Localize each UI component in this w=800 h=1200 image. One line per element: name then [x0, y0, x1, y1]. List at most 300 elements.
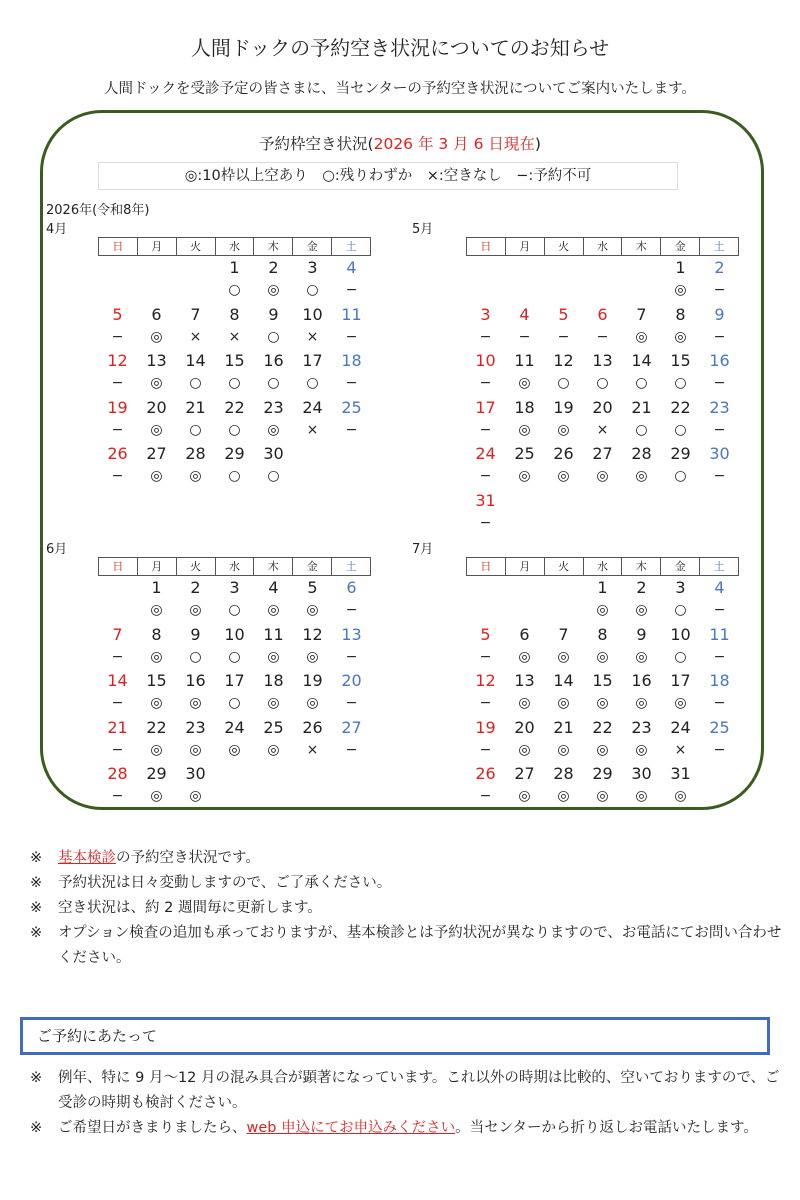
availability-mark: ◎: [635, 602, 648, 618]
availability-mark: −: [111, 741, 124, 758]
day-cell: [254, 349, 293, 395]
availability-mark: ◎: [150, 602, 163, 618]
day-cell: [293, 623, 332, 669]
day-number: 29: [670, 444, 691, 464]
day-cell: [332, 303, 371, 349]
day-number: 29: [592, 764, 613, 784]
day-cell: [215, 303, 254, 349]
weekday-header: [466, 237, 739, 256]
availability-mark: ◎: [635, 648, 648, 665]
weekday-cell: 土: [331, 238, 370, 255]
day-cell: [215, 349, 254, 395]
day-cell: [544, 396, 583, 442]
availability-mark: ◎: [189, 602, 202, 618]
day-cell: [332, 716, 371, 762]
day-number: 5: [112, 304, 123, 324]
day-number: 18: [709, 671, 730, 691]
day-number: 28: [553, 764, 574, 784]
availability-mark: ○: [635, 375, 648, 392]
day-cell: [332, 256, 371, 302]
day-number: 20: [592, 397, 613, 417]
day-cell: [215, 716, 254, 762]
day-number: 30: [709, 444, 730, 464]
day-number: 1: [229, 258, 240, 277]
legend: ◎:10枠以上空あり ○:残りわずか ×:空きなし −:予約不可: [98, 162, 678, 190]
day-cell: [137, 442, 176, 488]
availability-mark: ×: [228, 328, 241, 345]
day-number: 3: [307, 258, 318, 277]
weekday-cell: 日: [480, 560, 492, 573]
day-cell: [544, 442, 583, 488]
weekday-cell: 金: [660, 238, 699, 255]
availability-mark: ◎: [518, 468, 531, 485]
availability-mark: −: [111, 375, 124, 392]
availability-mark: −: [479, 468, 492, 485]
day-number: 2: [636, 578, 647, 597]
day-cell: [661, 303, 700, 349]
day-number: 6: [597, 304, 608, 324]
weekday-cell: 金: [292, 238, 331, 255]
day-cell: [583, 349, 622, 395]
day-cell: [254, 576, 293, 622]
day-cell: [293, 669, 332, 715]
day-cell: [215, 442, 254, 488]
availability-mark: −: [713, 648, 726, 665]
web-application-link[interactable]: web 申込にてお申込みください: [246, 1120, 456, 1136]
day-cell: [622, 303, 661, 349]
day-cell: [293, 396, 332, 442]
day-number: 27: [341, 717, 362, 737]
day-number: 30: [631, 764, 652, 784]
weekday-cell: 木: [253, 558, 292, 575]
day-number: 5: [307, 578, 318, 597]
booking-notes: [20, 1066, 790, 1141]
availability-mark: ◎: [557, 741, 570, 758]
day-cell: [583, 716, 622, 762]
weekday-cell: 水: [583, 558, 622, 575]
day-number: 16: [709, 351, 730, 371]
availability-mark: ◎: [150, 788, 163, 805]
day-cell: [700, 256, 739, 302]
day-number: 15: [146, 671, 167, 691]
day-number: 19: [475, 717, 496, 737]
availability-mark: ○: [306, 375, 319, 392]
availability-mark: −: [111, 695, 124, 712]
day-cell: [137, 396, 176, 442]
day-number: 23: [709, 397, 730, 417]
day-number: 2: [714, 258, 725, 277]
day-number: 27: [514, 764, 535, 784]
day-number: 14: [631, 351, 652, 371]
availability-mark: ◎: [518, 375, 531, 392]
day-number: 21: [553, 717, 574, 737]
day-number: 8: [151, 624, 162, 644]
availability-mark: ◎: [518, 648, 531, 665]
day-number: 14: [185, 351, 206, 371]
day-cell: [466, 623, 505, 669]
availability-mark: ○: [189, 375, 202, 392]
availability-mark: ○: [228, 468, 241, 485]
availability-mark: −: [111, 648, 124, 665]
availability-mark: ◎: [635, 468, 648, 485]
availability-mark: ◎: [674, 328, 687, 345]
day-cell: [466, 716, 505, 762]
day-cell: [583, 576, 622, 622]
day-cell: [98, 669, 137, 715]
day-cell: [544, 762, 583, 808]
availability-mark: ○: [635, 421, 648, 438]
day-cell: [544, 669, 583, 715]
day-cell: [661, 442, 700, 488]
day-number: 29: [146, 764, 167, 784]
day-number: 8: [229, 304, 240, 324]
availability-mark: ◎: [150, 648, 163, 665]
day-number: 10: [302, 304, 323, 324]
day-number: 25: [709, 717, 730, 737]
day-cell: [215, 396, 254, 442]
day-cell: [215, 256, 254, 302]
day-number: 5: [558, 304, 569, 324]
day-cell: [254, 303, 293, 349]
day-number: 16: [631, 671, 652, 691]
weekday-cell: 火: [544, 558, 583, 575]
availability-mark: ◎: [557, 648, 570, 665]
day-number: 9: [714, 304, 725, 324]
day-number: 30: [263, 444, 284, 464]
month-label: 4月: [46, 222, 68, 237]
availability-mark: ○: [306, 282, 319, 298]
day-cell: [622, 716, 661, 762]
day-number: 23: [631, 717, 652, 737]
note-mark: ※: [30, 1120, 43, 1136]
month-calendar: [466, 557, 739, 805]
day-cell: [466, 303, 505, 349]
availability-mark: ◎: [150, 468, 163, 485]
availability-mark: −: [713, 282, 726, 298]
weekday-header: [466, 557, 739, 576]
day-number: 5: [480, 624, 491, 644]
day-cell: [622, 669, 661, 715]
weekday-cell: 月: [137, 558, 176, 575]
day-cell: [661, 716, 700, 762]
day-number: 18: [263, 671, 284, 691]
day-number: 26: [107, 444, 128, 464]
day-cell: [215, 669, 254, 715]
availability-mark: −: [345, 282, 358, 298]
day-cell: [700, 669, 739, 715]
day-number: 11: [514, 351, 535, 371]
day-number: 17: [224, 671, 245, 691]
day-number: 22: [224, 397, 245, 417]
day-cell: [622, 762, 661, 808]
day-number: 24: [670, 717, 691, 737]
availability-mark: −: [557, 328, 570, 345]
day-cell: [505, 716, 544, 762]
day-number: 12: [553, 351, 574, 371]
day-number: 12: [302, 624, 323, 644]
day-number: 20: [146, 397, 167, 417]
day-number: 4: [714, 578, 725, 597]
day-cell: [137, 303, 176, 349]
day-cell: [700, 623, 739, 669]
availability-mark: ○: [674, 375, 687, 392]
day-number: 21: [631, 397, 652, 417]
day-number: 2: [268, 258, 279, 277]
day-number: 18: [514, 397, 535, 417]
day-number: 3: [229, 578, 240, 597]
availability-mark: ◎: [267, 648, 280, 665]
note-mark: ※: [30, 900, 43, 916]
day-cell: [98, 396, 137, 442]
weekday-cell: 水: [583, 238, 622, 255]
availability-mark: −: [111, 788, 124, 805]
availability-mark: −: [111, 468, 124, 485]
day-number: 10: [670, 624, 691, 644]
availability-mark: ◎: [635, 741, 648, 758]
day-cell: [176, 303, 215, 349]
booking-note-2: [20, 1116, 790, 1141]
availability-mark: ○: [267, 328, 280, 345]
day-cell: [293, 303, 332, 349]
availability-mark: −: [479, 695, 492, 712]
day-cell: [466, 489, 505, 535]
availability-mark: ◎: [150, 741, 163, 758]
day-number: 14: [553, 671, 574, 691]
availability-mark: ◎: [518, 421, 531, 438]
availability-mark: −: [479, 648, 492, 665]
availability-mark: ○: [674, 468, 687, 485]
month-label: 5月: [412, 222, 434, 237]
day-number: 23: [263, 397, 284, 417]
day-cell: [505, 762, 544, 808]
availability-mark: ◎: [674, 282, 687, 298]
availability-mark: −: [345, 695, 358, 712]
day-number: 24: [302, 397, 323, 417]
availability-mark: ×: [306, 328, 319, 345]
weekday-cell: 木: [621, 558, 660, 575]
availability-mark: −: [345, 375, 358, 392]
day-cell: [98, 303, 137, 349]
day-cell: [661, 396, 700, 442]
day-number: 3: [480, 304, 491, 324]
day-number: 15: [592, 671, 613, 691]
availability-mark: −: [111, 421, 124, 438]
day-number: 27: [592, 444, 613, 464]
availability-mark: ◎: [189, 741, 202, 758]
day-number: 6: [151, 304, 162, 324]
day-number: 1: [597, 578, 608, 597]
availability-mark: ◎: [596, 788, 609, 805]
note-text: 。当センターから折り返しお電話いたします。: [455, 1120, 758, 1136]
day-number: 26: [553, 444, 574, 464]
availability-mark: ◎: [596, 468, 609, 485]
day-cell: [583, 623, 622, 669]
day-cell: [583, 669, 622, 715]
day-cell: [137, 669, 176, 715]
day-cell: [700, 303, 739, 349]
availability-mark: ◎: [596, 695, 609, 712]
day-cell: [700, 349, 739, 395]
page-title: 人間ドックの予約空き状況についてのお知らせ: [190, 36, 610, 60]
day-cell: [544, 623, 583, 669]
availability-mark: ◎: [150, 375, 163, 392]
note-3: [20, 896, 790, 921]
weekday-cell: 木: [253, 238, 292, 255]
day-cell: [661, 762, 700, 808]
day-cell: [137, 576, 176, 622]
availability-mark: ◎: [635, 788, 648, 805]
day-number: 3: [675, 578, 686, 597]
availability-mark: ◎: [189, 695, 202, 712]
day-number: 22: [670, 397, 691, 417]
day-number: 28: [631, 444, 652, 464]
day-number: 24: [475, 444, 496, 464]
day-cell: [661, 623, 700, 669]
note-text: ご希望日がきまりましたら、: [58, 1120, 247, 1136]
day-number: 31: [475, 491, 496, 510]
availability-mark: −: [596, 328, 609, 345]
availability-mark: ◎: [267, 741, 280, 758]
availability-mark: ◎: [635, 695, 648, 712]
day-number: 1: [675, 258, 686, 277]
day-cell: [466, 669, 505, 715]
weekday-cell: 日: [480, 240, 492, 253]
availability-mark: ◎: [150, 328, 163, 345]
intro-text: 人間ドックを受診予定の皆さまに、当センターの予約空き状況についてご案内いたします。: [104, 81, 696, 97]
availability-mark: −: [713, 468, 726, 485]
day-number: 9: [636, 624, 647, 644]
availability-mark: ◎: [557, 695, 570, 712]
day-number: 25: [514, 444, 535, 464]
day-cell: [98, 442, 137, 488]
day-cell: [583, 303, 622, 349]
day-cell: [466, 762, 505, 808]
day-cell: [137, 716, 176, 762]
availability-mark: −: [345, 328, 358, 345]
status-date: 2026 年 3 月 6 日現在: [373, 135, 535, 153]
day-number: 17: [475, 397, 496, 417]
day-number: 11: [341, 304, 362, 324]
availability-mark: −: [479, 788, 492, 805]
availability-mark: −: [479, 421, 492, 438]
day-number: 20: [514, 717, 535, 737]
availability-mark: −: [713, 602, 726, 618]
availability-mark: −: [345, 741, 358, 758]
day-cell: [700, 442, 739, 488]
day-number: 23: [185, 717, 206, 737]
availability-mark: ◎: [306, 695, 319, 712]
availability-mark: −: [345, 421, 358, 438]
day-number: 26: [475, 764, 496, 784]
day-number: 16: [185, 671, 206, 691]
day-cell: [466, 442, 505, 488]
day-cell: [254, 623, 293, 669]
day-number: 15: [670, 351, 691, 371]
day-cell: [176, 762, 215, 808]
day-number: 21: [185, 397, 206, 417]
weekday-cell: 水: [215, 558, 254, 575]
availability-mark: ◎: [267, 602, 280, 618]
availability-mark: ○: [674, 421, 687, 438]
availability-mark: ○: [228, 602, 241, 618]
day-number: 22: [592, 717, 613, 737]
day-number: 24: [224, 717, 245, 737]
month-label: 7月: [412, 542, 434, 557]
day-cell: [293, 576, 332, 622]
weekday-cell: 土: [331, 558, 370, 575]
day-number: 9: [268, 304, 279, 324]
day-cell: [661, 576, 700, 622]
weekday-cell: 月: [137, 238, 176, 255]
note-text: 予約状況は日々変動しますので、ご了承ください。: [58, 875, 392, 891]
day-cell: [583, 396, 622, 442]
day-cell: [622, 349, 661, 395]
day-cell: [254, 396, 293, 442]
day-number: 18: [341, 351, 362, 371]
weekday-cell: 木: [621, 238, 660, 255]
section-heading: [20, 1017, 770, 1055]
availability-mark: ◎: [150, 695, 163, 712]
basic-checkup-link[interactable]: 基本検診: [58, 850, 116, 866]
month-calendar: [466, 237, 739, 531]
day-cell: [176, 349, 215, 395]
note-1: [20, 846, 790, 871]
day-number: 6: [519, 624, 530, 644]
weekday-cell: 火: [544, 238, 583, 255]
weekday-cell: 金: [292, 558, 331, 575]
day-cell: [254, 442, 293, 488]
availability-mark: −: [345, 602, 358, 618]
day-number: 21: [107, 717, 128, 737]
availability-mark: ×: [189, 328, 202, 345]
day-cell: [176, 716, 215, 762]
day-number: 29: [224, 444, 245, 464]
day-number: 7: [558, 624, 569, 644]
day-cell: [505, 396, 544, 442]
availability-mark: ◎: [518, 788, 531, 805]
availability-mark: −: [479, 515, 492, 531]
note-text: 空き状況は、約 2 週間毎に更新します。: [58, 900, 322, 916]
availability-mark: −: [518, 328, 531, 345]
availability-mark: ○: [596, 375, 609, 392]
day-cell: [293, 256, 332, 302]
availability-mark: ◎: [267, 695, 280, 712]
day-number: 7: [112, 624, 123, 644]
day-number: 26: [302, 717, 323, 737]
availability-mark: ◎: [596, 648, 609, 665]
month-calendar: [98, 237, 371, 485]
availability-mark: ○: [674, 602, 687, 618]
month-calendar: [98, 557, 371, 805]
day-cell: [137, 349, 176, 395]
note-text: オプション検査の追加も承っておりますが、基本検診とは予約状況が異なりますので、お電話にてお問い合わせください。: [58, 925, 782, 966]
availability-mark: ◎: [674, 788, 687, 805]
day-number: 14: [107, 671, 128, 691]
day-number: 16: [263, 351, 284, 371]
day-number: 31: [670, 764, 691, 784]
availability-mark: ◎: [557, 788, 570, 805]
note-text: 例年、特に 9 月～12 月の混み具合が顕著になっています。これ以外の時期は比較的、空いておりますので、ご受診の時期も検討ください。: [58, 1070, 780, 1111]
availability-mark: ○: [228, 421, 241, 438]
day-cell: [98, 349, 137, 395]
day-number: 4: [268, 578, 279, 597]
day-number: 27: [146, 444, 167, 464]
note-mark: ※: [30, 850, 43, 866]
day-number: 8: [597, 624, 608, 644]
day-cell: [332, 396, 371, 442]
day-cell: [293, 349, 332, 395]
year-label: 2026年(令和8年): [46, 203, 150, 218]
